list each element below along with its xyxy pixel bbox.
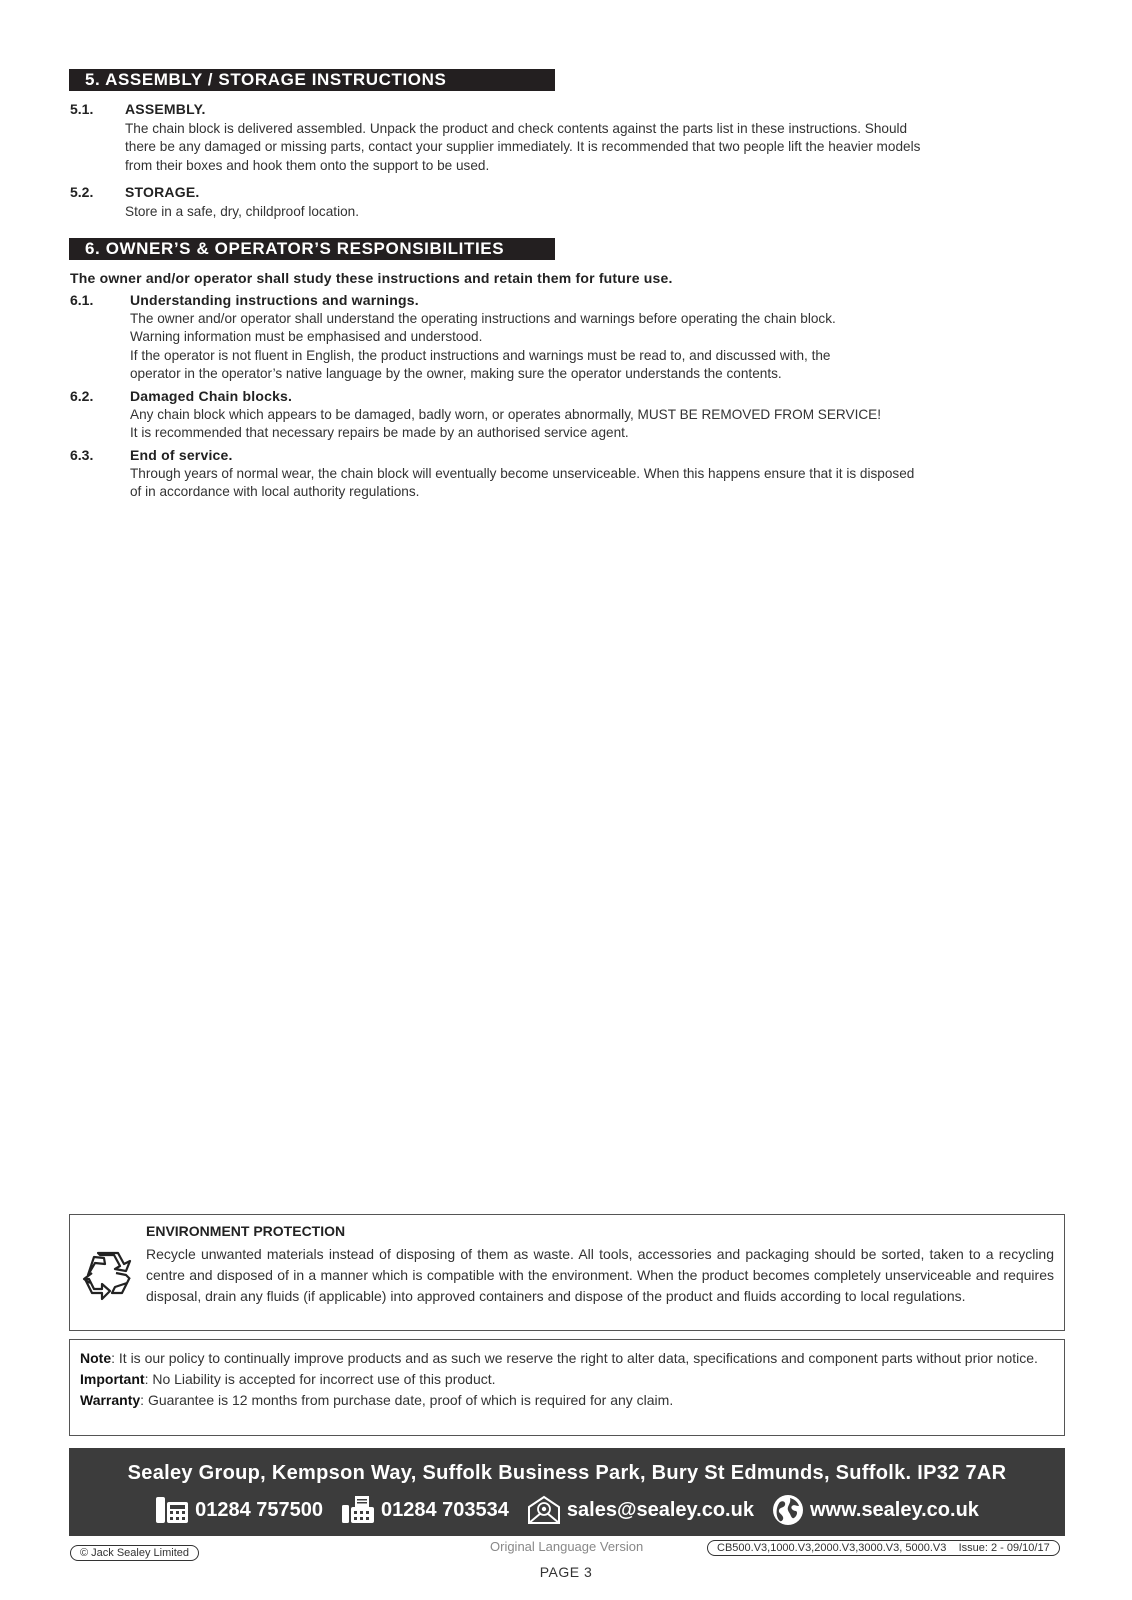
web-item <box>772 1494 979 1526</box>
section-5-1-number: 5.1. <box>70 101 94 117</box>
section-6-1-number: 6.1. <box>70 292 94 308</box>
page-number: PAGE 3 <box>539 1564 593 1580</box>
section-6-2-number: 6.2. <box>70 388 94 404</box>
contact-footer <box>69 1448 1065 1536</box>
section-6-3-number: 6.3. <box>70 447 94 463</box>
recycle-icon <box>80 1249 134 1303</box>
text-line: of in accordance with local authority regulations. <box>130 484 420 500</box>
model-numbers: CB500.V3,1000.V3,2000.V3,3000.V3, 5000.V3 <box>717 1542 947 1554</box>
notes-box <box>69 1339 1065 1436</box>
section-6-2-text <box>130 406 881 443</box>
email-address[interactable]: sales@sealey.co.uk <box>566 1498 754 1521</box>
text-line: The owner and/or operator shall understand the operating instructions and warnings before operating the chain block. <box>130 311 836 326</box>
section-6-header: 6. OWNER’S & OPERATOR’S RESPONSIBILITIES <box>69 238 555 260</box>
fax-icon <box>341 1495 375 1525</box>
issue-info: Issue: 2 - 09/10/17 <box>958 1542 1050 1554</box>
fax-item <box>341 1495 509 1525</box>
email-item <box>527 1495 754 1525</box>
important-text: : No Liability is accepted for incorrect use of this product. <box>144 1371 496 1387</box>
text-line: there be any damaged or missing parts, contact your supplier immediately. It is recommended that two people lift the heavier models <box>125 139 921 155</box>
section-5-2-title: STORAGE. <box>125 184 200 200</box>
phone-number[interactable]: 01284 757500 <box>195 1498 323 1521</box>
section-5-2-text <box>125 203 359 221</box>
note-line <box>80 1348 1054 1369</box>
original-language-label: Original Language Version <box>490 1539 644 1554</box>
section-6-1-title: Understanding instructions and warnings. <box>130 292 419 308</box>
section-5-1-title: ASSEMBLY. <box>125 101 206 117</box>
contact-row <box>69 1494 1065 1526</box>
section-6-2-title: Damaged Chain blocks. <box>130 388 293 404</box>
important-label: Important <box>80 1371 145 1387</box>
environment-text: Recycle unwanted materials instead of disposing of them as waste. All tools, accessories and packaging should be sorted, taken to a recycling centre and disposed of in a manner which is compatible with the environment. When the product becomes completely unserviceable and requires disposal, drain any fluids (if applicable) into approved containers and dispose of the product and fluids according to local regulations. <box>146 1246 1054 1304</box>
section-5-header: 5. ASSEMBLY / STORAGE INSTRUCTIONS <box>69 69 555 91</box>
note-label: Note <box>80 1350 112 1366</box>
company-address: Sealey Group, Kempson Way, Suffolk Business Park, Bury St Edmunds, Suffolk. IP32 7AR <box>127 1462 1007 1484</box>
environment-protection-box <box>69 1214 1065 1331</box>
text-line: from their boxes and hook them onto the support to be used. <box>125 157 490 173</box>
important-line <box>80 1369 1054 1390</box>
text-line: It is recommended that necessary repairs be made by an authorised service agent. <box>130 425 629 441</box>
section-6-1-text <box>130 310 836 384</box>
environment-title: ENVIRONMENT PROTECTION <box>146 1223 346 1239</box>
text-line: The chain block is delivered assembled. Unpack the product and check contents against the parts list in these instructions. Should <box>125 121 908 136</box>
warranty-line <box>80 1390 1054 1411</box>
copyright-label: © Jack Sealey Limited <box>70 1545 199 1561</box>
section-6-3-title: End of service. <box>130 447 233 463</box>
section-5-2-number: 5.2. <box>70 184 94 200</box>
text-line: operator in the operator’s native language by the owner, making sure the operator understands the contents. <box>130 366 782 382</box>
text-line: Any chain block which appears to be damaged, badly worn, or operates abnormally, MUST BE REMOVED FROM SERVICE! <box>130 407 882 422</box>
warranty-label: Warranty <box>80 1392 141 1408</box>
website-url[interactable]: www.sealey.co.uk <box>809 1498 979 1521</box>
section-6-3-text <box>130 465 914 502</box>
text-line: If the operator is not fluent in English, the product instructions and warnings must be read to, and discussed with, the <box>130 347 831 363</box>
model-issue-label <box>707 1540 1060 1556</box>
section-6-intro: The owner and/or operator shall study these instructions and retain them for future use. <box>70 270 673 286</box>
text-line: Store in a safe, dry, childproof location. <box>125 204 359 219</box>
globe-icon <box>772 1494 804 1526</box>
phone-item <box>155 1495 323 1525</box>
section-5-1-text <box>125 120 920 175</box>
note-text: : It is our policy to continually improve products and as such we reserve the right to alter data, specifications and component parts without prior notice. <box>111 1350 1038 1366</box>
text-line: Through years of normal wear, the chain block will eventually become unserviceable. When this happens ensure that it is disposed <box>130 466 915 481</box>
email-icon <box>527 1495 561 1525</box>
warranty-text: : Guarantee is 12 months from purchase date, proof of which is required for any claim. <box>140 1392 674 1408</box>
fax-number[interactable]: 01284 703534 <box>381 1498 509 1521</box>
text-line: Warning information must be emphasised and understood. <box>130 329 483 345</box>
telephone-icon <box>155 1495 189 1525</box>
